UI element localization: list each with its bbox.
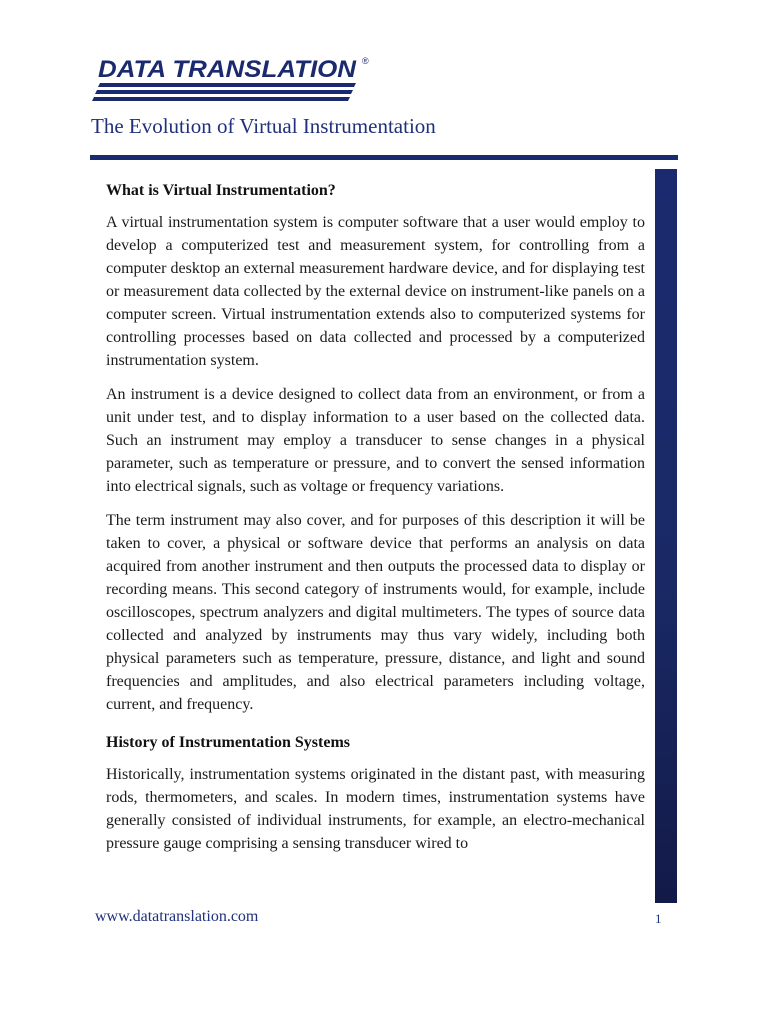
section-history-of-instrumentation: [106, 732, 645, 855]
section-heading: History of Instrumentation Systems: [106, 734, 350, 751]
page-number: 1: [655, 911, 662, 926]
body-paragraph: Historically, instrumentation systems originated in the distant past, with measuring rods, thermometers, and scales. In modern times, instrumentation systems have generally consisted of individual instruments, for example, an electro-mechanical pressure gauge comprising a sensing transducer wired to: [106, 766, 645, 852]
body-paragraph: A virtual instrumentation system is computer software that a user would employ to develop a computerized test and measurement system, for controlling from a computer desktop an external measurement hardware device, and for displaying test or measurement data collected by the external device on instrument-like panels on a computer screen. Virtual instrumentation extends also to computerized systems for controlling processes based on data collected and processed by a computerized instrumentation system.: [106, 214, 645, 369]
logo-wordmark: DATA TRANSLATION: [98, 56, 357, 83]
company-logo: [90, 52, 380, 104]
section-what-is-virtual-instrumentation: [106, 180, 645, 716]
footer-website-link[interactable]: www.datatranslation.com: [95, 908, 259, 925]
registered-mark: ®: [362, 56, 369, 66]
title-divider: [90, 155, 678, 160]
decorative-side-bar: [655, 169, 677, 903]
logo-stripe-2: [95, 90, 353, 94]
body-paragraph: The term instrument may also cover, and for purposes of this description it will be taken to cover, a physical or software device that performs an analysis on data acquired from another instrument and then outputs the processed data to display or recording means. This second category of instruments would, for example, include oscilloscopes, spectrum analyzers and digital multimeters. The types of source data collected and analyzed by instruments may thus vary widely, including both physical parameters such as temperature, pressure, distance, and light and sound frequencies and amplitudes, and also electrical parameters including voltage, current, and frequency.: [106, 512, 645, 713]
logo-stripe-3: [92, 97, 350, 101]
document-title: The Evolution of Virtual Instrumentation: [91, 114, 436, 138]
data-translation-logo-graphic: [90, 52, 380, 104]
logo-stripe-1: [98, 83, 356, 87]
body-paragraph: An instrument is a device designed to collect data from an environment, or from a unit under test, and to display information to a user based on the collected data. Such an instrument may employ a transducer to sense changes in a physical parameter, such as temperature or pressure, and to convert the sensed information into electrical signals, such as voltage or frequency variations.: [106, 386, 645, 495]
document-body: [106, 180, 645, 855]
section-heading: What is Virtual Instrumentation?: [106, 182, 336, 199]
